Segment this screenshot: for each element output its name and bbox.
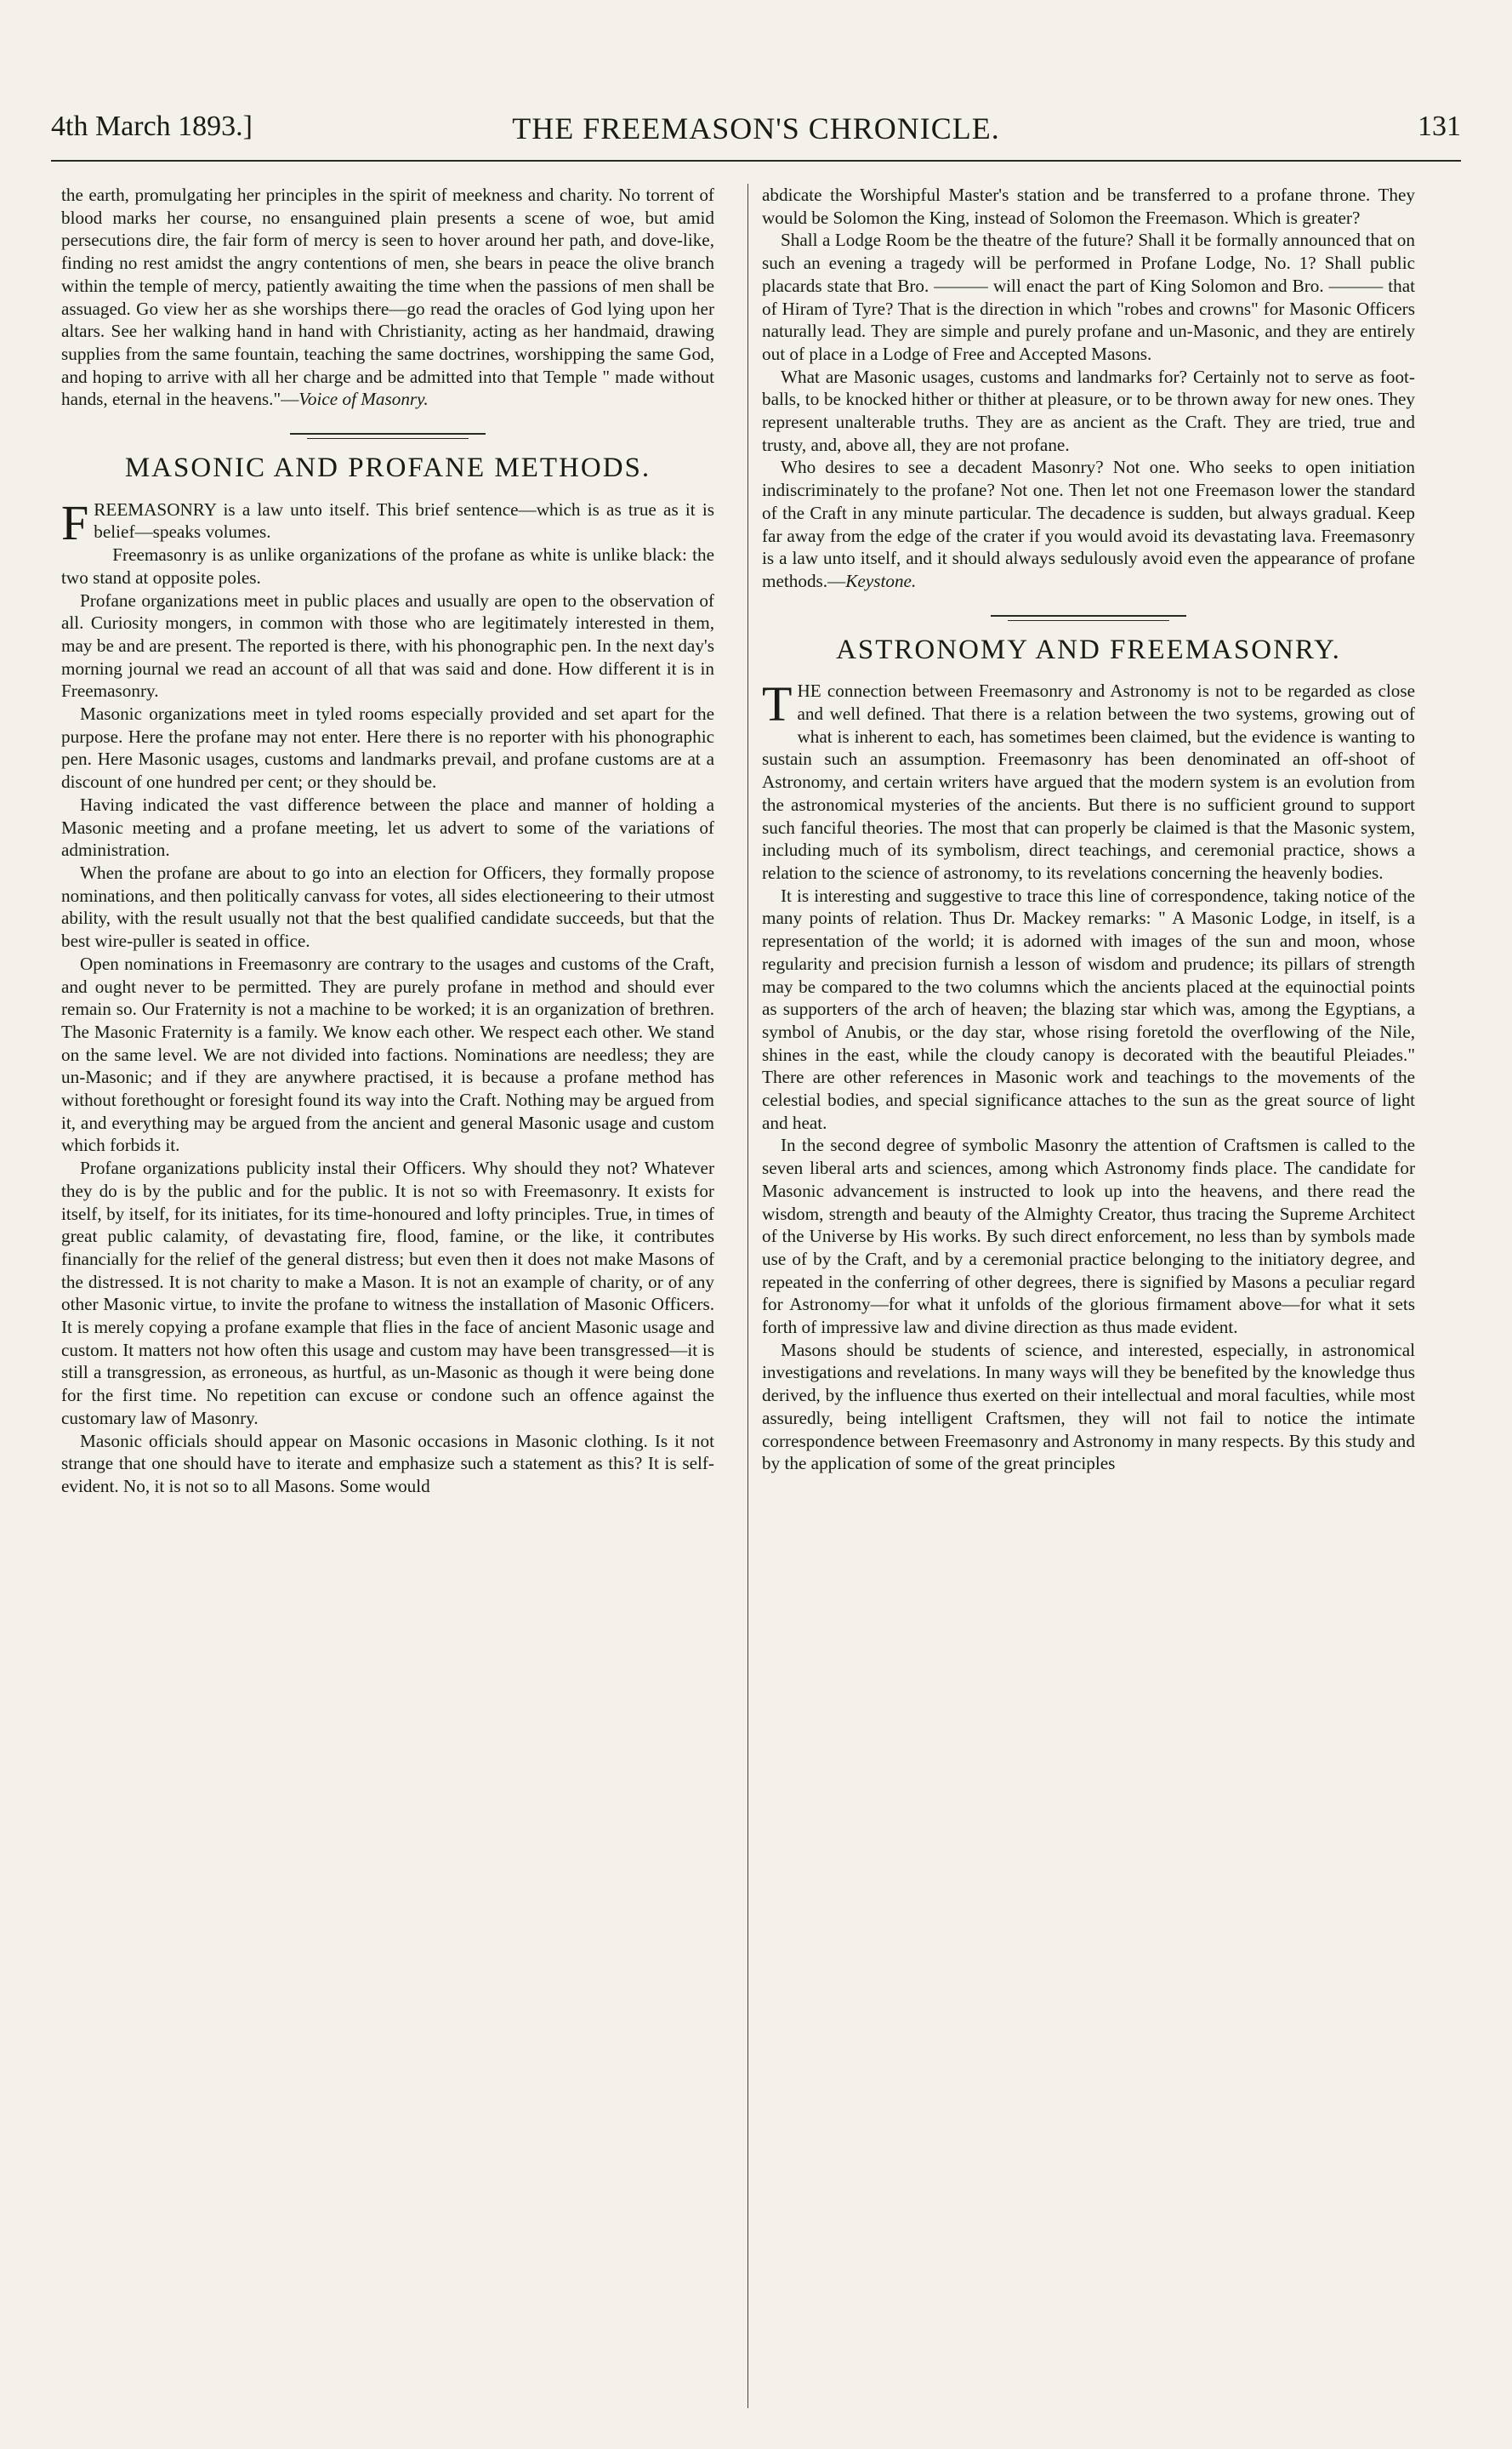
article-paragraph: Freemasonry is as unlike organizations of the profane as white is unlike black: the two stand at opposite poles. (61, 544, 714, 588)
article-paragraph: Masonic organizations meet in tyled rooms especially provided and set apart for the purpose. Here the profane may not enter. Here there is no reporter with his phonographic pen. Here Masonic usages, customs and landmarks prevail, and profane customs are at a discount of one hundred per cent; or they should be. (61, 703, 714, 793)
section-divider (290, 433, 486, 435)
article-paragraph: Profane organizations publicity instal their Officers. Why should they not? Whatever they do is by the public and for the public. It is not so with Freemasonry. It exists for itself, by itself, for its initiates, for its time-honoured and lofty principles. True, in times of great public calamity, of devastating fire, flood, famine, or the like, it contributes financially for the relief of the general distress; but even then it does not make Masons of the distressed. It is not charity to make a Mason. It is not an example of charity, or of any other Masonic virtue, to invite the profane to witness the installation of Masonic Officers. It is merely copying a profane example that flies in the face of ancient Masonic usage and custom. It matters not how often this usage and custom may have been transgressed—it is still a transgression, as erroneous, as hurtful, as un-Masonic as though it were being done for the first time. No repetition can excuse or condone such an offence against the customary law of Masonry. (61, 1158, 714, 1428)
article-title: ASTRONOMY AND FREEMASONRY. (836, 634, 1341, 665)
article-paragraph: Masonic officials should appear on Masonic occasions in Masonic clothing. Is it not strange that one should have to iterate and emphasize such a statement as this? It is self-evident. No, it is not so to all Masons. Some would (61, 1430, 714, 1496)
article-title: MASONIC AND PROFANE METHODS. (124, 453, 651, 484)
issue-date: 4th March 1893.] (51, 111, 253, 142)
article-paragraph: the earth, promulgating her principles in the spirit of meekness and charity. No torrent of blood marks her course, no ensanguined plain presents a scene of woe, but amid persecutions dire, the fair form of mercy is seen to hover around her path, and dove-like, finding no rest amidst the angry contentions of men, she bears in peace the olive branch within the temple of mercy, patiently awaiting the time when the passions of men shall be assuaged. Go view her as she worships there—go read the oracles of God lying upon her altars. See her walking hand in hand with Christianity, acting as her handmaid, drawing supplies from the same fountain, teaching the same doctrines, worshipping the same God, and hoping to arrive with all her charge and be admitted into that Temple " made without hands, eternal in the heavens."—Voice of Masonry. (61, 185, 714, 410)
article-paragraph: When the profane are about to go into an election for Officers, they formally propose nominations, and then politically canvass for votes, all sides electioneering to their utmost ability, with the result usually not that the best qualified candidate succeeds, but that the best wire-puller is seated in office. (61, 862, 714, 952)
drop-cap: F (61, 494, 89, 550)
page-header (51, 111, 1461, 162)
source-credit: Keystone. (845, 570, 917, 591)
left-column (61, 184, 714, 1498)
article-paragraph: What are Masonic usages, customs and landmarks for? Certainly not to serve as foot-balls, to be knocked hither or thither at pleasure, or to be thrown away for new ones. They represent unalterable truths. They are as ancient as the Craft. They are tried, true and trusty, and, above all, they are not profane. (762, 366, 1415, 455)
article-paragraph: Profane organizations meet in public places and usually are open to the observation of all. Curiosity mongers, in common with those who are legitimately interested in them, may be and are present. The reported is there, with his phonographic pen. In the next day's morning journal we read an account of all that was said and done. How different it is in Freemasonry. (61, 589, 714, 702)
article-paragraph: abdicate the Worshipful Master's station and be transferred to a profane throne. They would be Solomon the King, instead of Solomon the Freemason. Which is greater? (762, 185, 1415, 228)
article-paragraph: Shall a Lodge Room be the theatre of the future? Shall it be formally announced that on such an evening a tragedy will be performed in Profane Lodge, No. 1? Shall public placards state that Bro. ——— will enact the part of King Solomon and Bro. ——— that of Hiram of Tyre? That is the direction in which "robes and crowns" for Masonic Officers naturally lead. They are simple and purely profane and un-Masonic, and they are entirely out of place in a Lodge of Free and Accepted Masons. (762, 230, 1415, 364)
section-divider (991, 615, 1186, 617)
article-paragraph: It is interesting and suggestive to trace this line of correspondence, taking notice of the many points of relation. Thus Dr. Mackey remarks: " A Masonic Lodge, in itself, is a representation of the world; it is adorned with images of the sun and moon, whose regularity and precision furnish a lesson of wisdom and prudence; its pillars of strength may be compared to the two columns which the ancients placed at the equinoctial points as supporters of the arch of heaven; the blazing star which was, among the Egyptians, a symbol of Anubis, or the day star, whose rising foretold the overflowing of the Nile, shines in the east, while the cloudy canopy is decorated with the beautiful Pleiades." There are other references in Masonic work and teachings to the movements of the celestial bodies, and special significance attaches to the sun as the great source of light and heat. (762, 885, 1415, 1133)
article-paragraph: Masons should be students of science, and interested, especially, in astronomical investigations and revelations. In many ways will they be benefited by the knowledge thus derived, by the influence thus exerted on their intellectual and moral faculties, while most assuredly, being intelligent Craftsmen, they will not fail to notice the intimate correspondence between Freemasonry and Astronomy in many respects. By this study and by the application of some of the great principles (762, 1339, 1415, 1474)
page-number: 131 (1418, 111, 1461, 142)
publication-title: THE FREEMASON'S CHRONICLE. (512, 111, 1000, 145)
header-rule (51, 160, 1461, 162)
article-paragraph: FREEMASONRY is a law unto itself. This brief sentence—which is as true as it is belief—speaks volumes. (61, 494, 714, 550)
article-paragraph: Open nominations in Freemasonry are contrary to the usages and customs of the Craft, and ought never to be permitted. They are purely profane in method and should ever remain so. Our Fraternity is not a machine to be worked; it is an organization of brethren. The Masonic Fraternity is a family. We know each other. We respect each other. We stand on the same level. We are not divided into factions. Nominations are needless; they are un-Masonic; and if they are anywhere practised, it is because a profane method has without forethought or foresight found its way into the Craft. Nothing may be argued from it, and everything may be argued from the ancient and general Masonic usage and custom which forbids it. (61, 953, 714, 1156)
article-paragraph: Who desires to see a decadent Masonry? Not one. Who seeks to open initiation indiscriminately to the profane? Not one. Then let not one Freemason lower the standard of the Craft in any minute particular. The decadence is sudden, but always gradual. Keep far away from the edge of the crater if you would avoid its devastating lava. Freemasonry is a law unto itself, and it should always sedulously avoid even the appearance of profane methods.—Keystone. (762, 457, 1415, 591)
article-paragraph: Having indicated the vast difference between the place and manner of holding a Masonic meeting and a profane meeting, let us advert to some of the variations of administration. (61, 794, 714, 861)
article-paragraph: THE connection between Freemasonry and Astronomy is not to be regarded as close and well defined. That there is a relation between the two systems, growing out of what is inherent to each, has sometimes been claimed, but the evidence is wanting to sustain such an assumption. Freemasonry has been denominated an off-shoot of Astronomy, and certain writers have argued that the modern system is an evolution from the astronomical mysteries of the ancients. But there is no sufficient ground to support such fanciful theories. The most that can properly be claimed is that the Masonic system, including much of its symbolism, direct teachings, and ceremonial practice, shows a relation to the science of astronomy, to its revelations concerning the heavenly bodies. (762, 676, 1415, 883)
column-divider (747, 184, 748, 2408)
right-column (762, 184, 1415, 1475)
drop-cap: T (762, 676, 793, 732)
article-paragraph: In the second degree of symbolic Masonry the attention of Craftsmen is called to the seven liberal arts and sciences, among which Astronomy finds place. The candidate for Masonic advancement is instructed to look up into the heavens, and there read the wisdom, strength and beauty of the Almighty Creator, thus tracing the Supreme Architect of the Universe by His works. By such direct enforcement, no less than by symbols made use of by the Craft, and by a ceremonial practice belonging to the initiatory degree, and repeated in the conferring of other degrees, there is signified by Masons a peculiar regard for Astronomy—for what it unfolds of the glorious firmament above—for what it sets forth of impressive law and divine direction as thus made evident. (762, 1135, 1415, 1338)
source-credit: Voice of Masonry. (298, 389, 429, 410)
